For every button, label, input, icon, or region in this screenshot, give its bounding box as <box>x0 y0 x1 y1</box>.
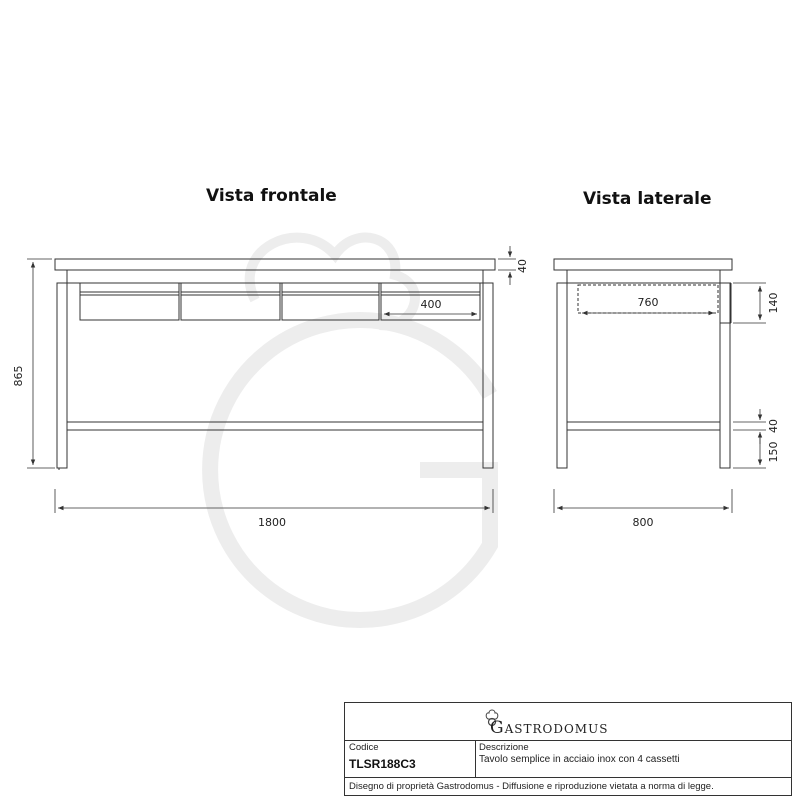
side-dimensions <box>554 283 766 513</box>
front-leg-left <box>57 283 67 468</box>
title-block-logo-area <box>345 703 791 741</box>
code-label: Codice <box>349 742 379 753</box>
dim-side-width: 800 <box>632 516 654 529</box>
brand-name <box>490 718 608 738</box>
dim-drawer-width: 400 <box>420 298 442 311</box>
dim-top-thickness: 40 <box>516 259 529 273</box>
side-leg-left <box>557 283 567 468</box>
drawer-2 <box>181 283 280 320</box>
ownership-notice: Disegno di proprietà Gastrodomus - Diffusione e riproduzione vietata a norma di legge. <box>349 781 714 792</box>
front-view-title: Vista frontale <box>206 186 337 206</box>
side-shelf <box>567 422 720 430</box>
dim-front-width: 1800 <box>258 516 286 529</box>
title-block-info-row <box>345 740 791 778</box>
code-cell <box>345 740 476 777</box>
side-leg-right <box>720 283 730 468</box>
dim-drawer-height: 140 <box>767 292 780 314</box>
front-tabletop <box>55 259 495 270</box>
dim-shelf-thickness: 40 <box>767 419 780 433</box>
description-value: Tavolo semplice in acciaio inox con 4 cassetti <box>479 754 680 765</box>
side-view <box>554 259 732 468</box>
side-view-title: Vista laterale <box>583 189 712 209</box>
dim-front-height: 865 <box>12 365 25 387</box>
description-label: Descrizione <box>479 742 529 753</box>
side-tabletop <box>554 259 732 270</box>
title-block <box>344 702 792 796</box>
dim-side-drawer-depth: 760 <box>637 296 659 309</box>
drawer-1 <box>80 283 179 320</box>
front-view <box>55 259 495 470</box>
code-value: TLSR188C3 <box>349 757 416 771</box>
brand-text: Gastrodomus <box>490 718 609 738</box>
front-shelf <box>67 422 483 430</box>
dim-shelf-height: 150 <box>767 441 780 463</box>
